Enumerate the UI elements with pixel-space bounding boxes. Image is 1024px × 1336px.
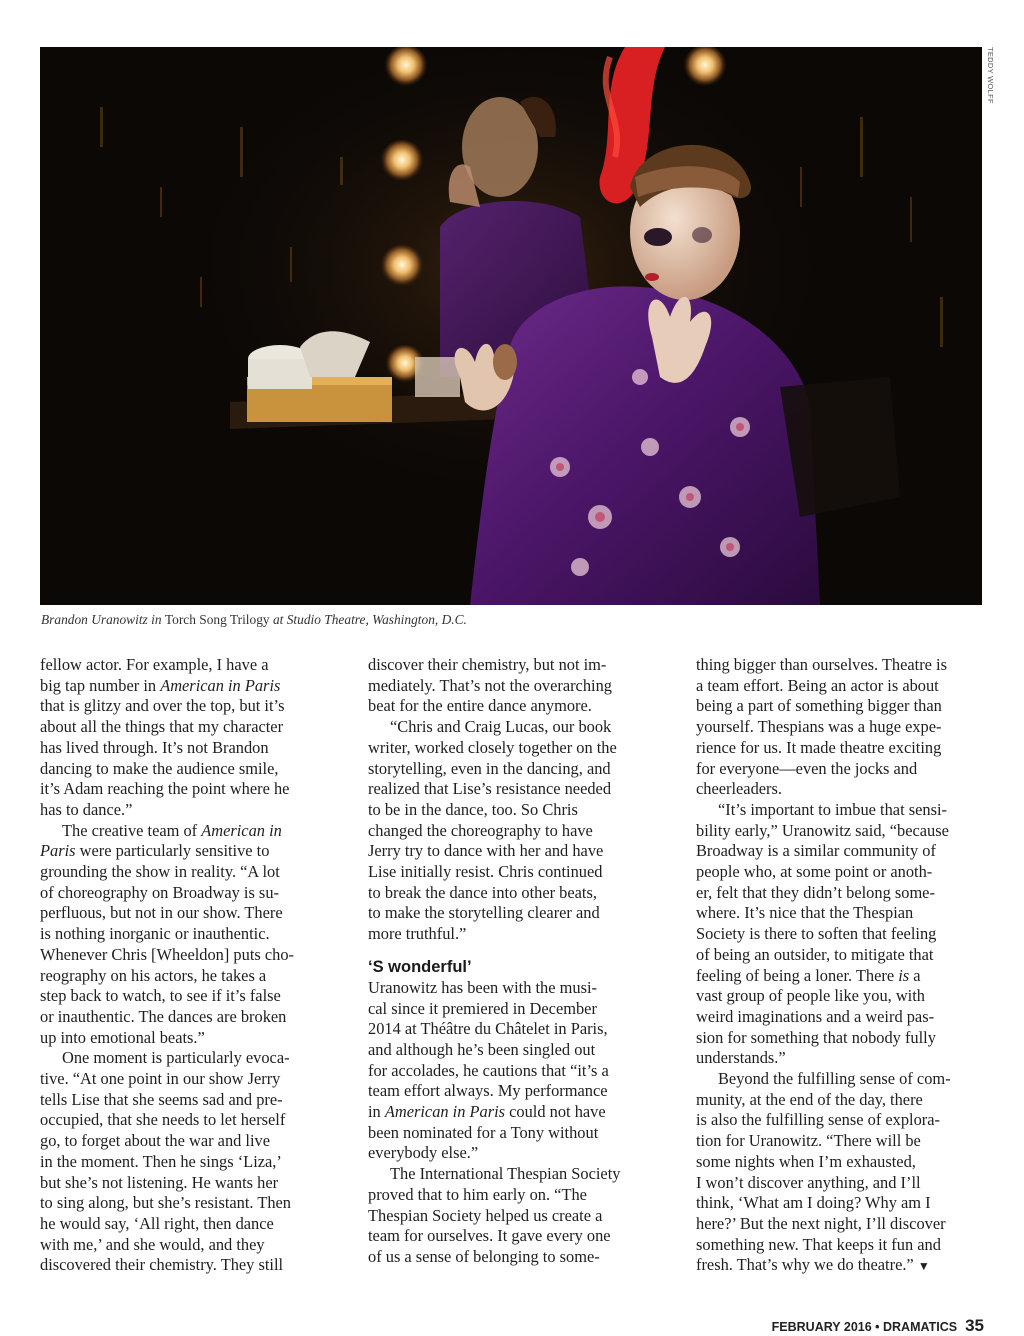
photo-caption <box>41 612 467 628</box>
photo-illustration <box>40 47 982 605</box>
page-footer <box>772 1316 984 1336</box>
article-photo <box>40 47 982 605</box>
paragraph: fellow actor. For example, I have a big tap number in American in Paris that is glitzy and over the top, but it’s about all the things that my character has lived through. It’s not Brandon dancing to make the audience smile, it’s Adam reaching the point where he has to dance.” <box>40 655 290 819</box>
article-column-3 <box>696 655 988 1277</box>
caption-name: Brandon Uranowitz in <box>41 612 165 627</box>
paragraph: Uranowitz has been with the musi- cal since it premiered in December 2014 at Théâtre du Châtelet in Paris, and although he’s been singled out for accolades, he cautions that “it’s a team effort always. My performance in American in Paris could not have been nominated for a Tony without everybody else.” <box>368 977 609 1163</box>
paragraph: thing bigger than ourselves. Theatre is a team effort. Being an actor is about being a part of something bigger than yourself. Thespians was a huge expe- rience for us. It made theatre exciting for everyone—even the jocks and cheerleaders. <box>696 655 947 799</box>
end-mark-icon: ▼ <box>917 1259 930 1274</box>
issue-label: FEBRUARY 2016 • DRAMATICS <box>771 1320 958 1334</box>
paragraph: “It’s important to imbue that sensi- bility early,” Uranowitz said, “because Broadway is a similar community of people who, at some point or anoth- er, felt that they didn’t belong some- where. It’s nice that the Thespian Society is there to soften that feeling of being an outsider, to mitigate that feeling of being a loner. There is a vast group of people like you, with weird imaginations and a weird pas- sion for something that nobody fully understands.” <box>696 799 949 1068</box>
section-heading: ‘S wonderful’ <box>368 957 472 976</box>
paragraph: One moment is particularly evoca- tive. “At one point in our show Jerry tells Lise that she seems sad and pre- occupied, that she needs to let herself go, to forget about the war and live in the moment. Then he sings ‘Liza,’ but she’s not listening. He wants her to sing along, but she’s resistant. Then he would say, ‘All right, then dance with me,’ and she would, and they discovered their chemistry. They still <box>40 1048 291 1275</box>
caption-rest: at Studio Theatre, Washington, D.C. <box>269 612 467 627</box>
paragraph: “Chris and Craig Lucas, our book writer, worked closely together on the storytelling, even in the dancing, and realized that Lise’s resistance needed to be in the dance, too. So Chris changed the choreography to have Jerry try to dance with her and have Lise initially resist. Chris continued to break the dance into other beats, to make the storytelling clearer and more truthful.” <box>368 717 617 944</box>
article-column-2 <box>368 655 660 1268</box>
page-number: 35 <box>965 1316 984 1335</box>
paragraph: The International Thespian Society proved that to him early on. “The Thespian Society helped us create a team for ourselves. It gave every one of us a sense of belonging to some- <box>368 1164 621 1266</box>
paragraph: Beyond the fulfilling sense of com- munity, at the end of the day, there is also the fulfilling sense of explora- tion for Uranowitz. “There will be some nights when I’m exhausted, I won’t discover anything, and I’ll think, ‘What am I doing? Why am I here?’ But the next night, I’ll discover something new. That keeps it fun and fresh. That’s why we do theatre.” ▼ <box>696 1069 951 1275</box>
photo-credit: TEDDY WOLFF <box>986 47 995 104</box>
caption-show: Torch Song Trilogy <box>164 612 270 627</box>
article-column-1 <box>40 655 334 1276</box>
paragraph: discover their chemistry, but not im- mediately. That’s not the overarching beat for the entire dance anymore. <box>368 655 612 716</box>
paragraph: The creative team of American in Paris were particularly sensitive to grounding the show in reality. “A lot of choreography on Broadway is su- perfluous, but not in our show. There is nothing inorganic or inauthentic. Whenever Chris [Wheeldon] puts cho- reography on his actors, he takes a step back to watch, to see if it’s false or inauthentic. The dances are broken up into emotional beats.” <box>40 820 294 1047</box>
